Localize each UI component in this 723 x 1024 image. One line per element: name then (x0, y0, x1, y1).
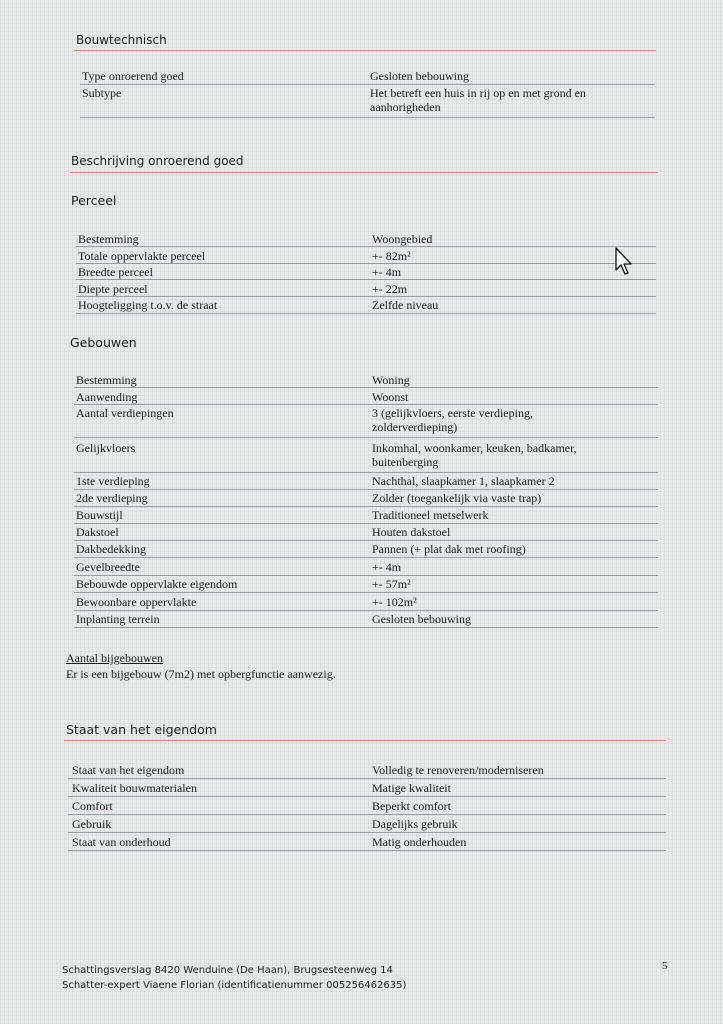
section-rule (70, 172, 658, 173)
mouse-pointer-icon (614, 246, 634, 281)
row-label: Bebouwde oppervlakte eigendom (76, 577, 238, 591)
row-value: Pannen (+ plat dak met roofing) (372, 542, 526, 556)
row-label: Hoogteligging t.o.v. de straat (78, 298, 218, 312)
row-label: Dakbedekking (76, 542, 146, 556)
row-label: Kwaliteit bouwmaterialen (72, 781, 197, 795)
row-label: Staat van onderhoud (72, 835, 171, 849)
row-divider (68, 796, 666, 797)
section-rule (64, 740, 666, 741)
row-label: Bouwstijl (76, 508, 123, 522)
page-number: 5 (662, 960, 668, 972)
table-row (0, 612, 723, 628)
section-title-beschrijving: Beschrijving onroerend goed (71, 154, 244, 168)
row-value: Gesloten bebouwing (370, 69, 469, 83)
bijgebouwen-heading: Aantal bijgebouwen (66, 651, 163, 665)
row-divider (74, 540, 658, 541)
row-label: Bewoonbare oppervlakte (76, 595, 197, 609)
row-label: Gelijkvloers (76, 441, 136, 455)
row-value: Zelfde niveau (372, 298, 439, 312)
subheading-gebouwen: Gebouwen (70, 335, 137, 350)
row-value: Nachthal, slaapkamer 1, slaapkamer 2 (372, 474, 555, 488)
table-row (0, 595, 723, 611)
row-divider (74, 557, 658, 558)
row-label: Diepte perceel (78, 282, 148, 296)
row-divider (80, 117, 655, 118)
row-divider (74, 506, 658, 507)
row-divider (74, 437, 658, 438)
row-divider (68, 850, 666, 851)
section-rule (74, 50, 656, 51)
table-row (0, 406, 723, 434)
table-row (0, 86, 723, 114)
table-row (0, 474, 723, 490)
footer-line-2: Schatter-expert Viaene Florian (identificatienummer 005256462635) (62, 980, 407, 991)
row-divider (74, 592, 658, 593)
row-label: 1ste verdieping (76, 474, 150, 488)
subheading-perceel: Perceel (71, 193, 117, 208)
row-label: Staat van het eigendom (72, 763, 185, 777)
table-row (0, 560, 723, 576)
table-row (0, 835, 723, 851)
row-divider (74, 387, 658, 388)
row-value: +- 4m (372, 560, 402, 574)
row-label: Type onroerend goed (82, 69, 184, 83)
row-label: Subtype (82, 86, 122, 100)
footer (62, 963, 406, 993)
row-label: Aantal verdiepingen (76, 406, 174, 420)
row-value: Gesloten bebouwing (372, 612, 471, 626)
row-value: Beperkt comfort (372, 799, 451, 813)
row-divider (74, 523, 658, 524)
row-divider (80, 84, 655, 85)
row-divider (74, 472, 658, 473)
row-divider (76, 313, 656, 314)
row-divider (74, 404, 658, 405)
row-divider (68, 814, 666, 815)
row-label: Gebruik (72, 817, 112, 831)
table-row (0, 799, 723, 815)
row-value: Woning (372, 373, 410, 387)
row-value: Woongebied (372, 232, 433, 246)
row-value: Matige kwaliteit (372, 781, 451, 795)
row-value: Het betreft een huis in rij op en met grond en aanhorigheden (370, 86, 586, 114)
row-divider (68, 832, 666, 833)
row-label: Aanwending (76, 390, 138, 404)
table-row (0, 69, 723, 85)
row-value: +- 4m (372, 265, 402, 279)
section-title-staat: Staat van het eigendom (66, 722, 217, 737)
row-divider (68, 778, 666, 779)
table-row (0, 542, 723, 558)
row-value: 3 (gelijkvloers, eerste verdieping, zolderverdieping) (372, 406, 533, 434)
row-divider (76, 296, 656, 297)
footer-line-1: Schattingsverslag 8420 Wenduine (De Haan), Brugsesteenweg 14 (62, 965, 393, 976)
row-value: +- 82m² (372, 249, 411, 263)
table-row (0, 577, 723, 593)
table-row (0, 763, 723, 779)
row-value: Traditioneel metselwerk (372, 508, 489, 522)
table-row (0, 525, 723, 541)
row-label: Gevelbreedte (76, 560, 140, 574)
table-row (0, 298, 723, 314)
row-divider (74, 489, 658, 490)
row-value: Houten dakstoel (372, 525, 451, 539)
row-value: Dagelijks gebruik (372, 817, 458, 831)
row-value: Matig onderhouden (372, 835, 467, 849)
row-label: Breedte perceel (78, 265, 153, 279)
table-row (0, 817, 723, 833)
row-divider (76, 263, 656, 264)
table-row (0, 441, 723, 469)
row-label: Dakstoel (76, 525, 119, 539)
table-row (0, 491, 723, 507)
row-value: +- 22m (372, 282, 408, 296)
row-label: Bestemming (78, 232, 139, 246)
row-value: Inkomhal, woonkamer, keuken, badkamer, buitenberging (372, 441, 577, 469)
row-divider (74, 575, 658, 576)
row-value: +- 57m² (372, 577, 411, 591)
table-row (0, 781, 723, 797)
row-label: 2de verdieping (76, 491, 148, 505)
row-value: +- 102m² (372, 595, 417, 609)
row-value: Zolder (toegankelijk via vaste trap) (372, 491, 542, 505)
table-row (0, 508, 723, 524)
row-label: Bestemming (76, 373, 137, 387)
section-title-bouwtechnisch: Bouwtechnisch (76, 33, 167, 47)
row-divider (74, 610, 658, 611)
row-divider (76, 246, 656, 247)
row-divider (74, 627, 658, 628)
bijgebouwen-text: Er is een bijgebouw (7m2) met opbergfunctie aanwezig. (66, 667, 336, 681)
row-value: Volledig te renoveren/moderniseren (372, 763, 544, 777)
row-label: Totale oppervlakte perceel (78, 249, 206, 263)
row-label: Inplanting terrein (76, 612, 160, 626)
row-label: Comfort (72, 799, 113, 813)
row-divider (76, 279, 656, 280)
row-value: Woonst (372, 390, 409, 404)
